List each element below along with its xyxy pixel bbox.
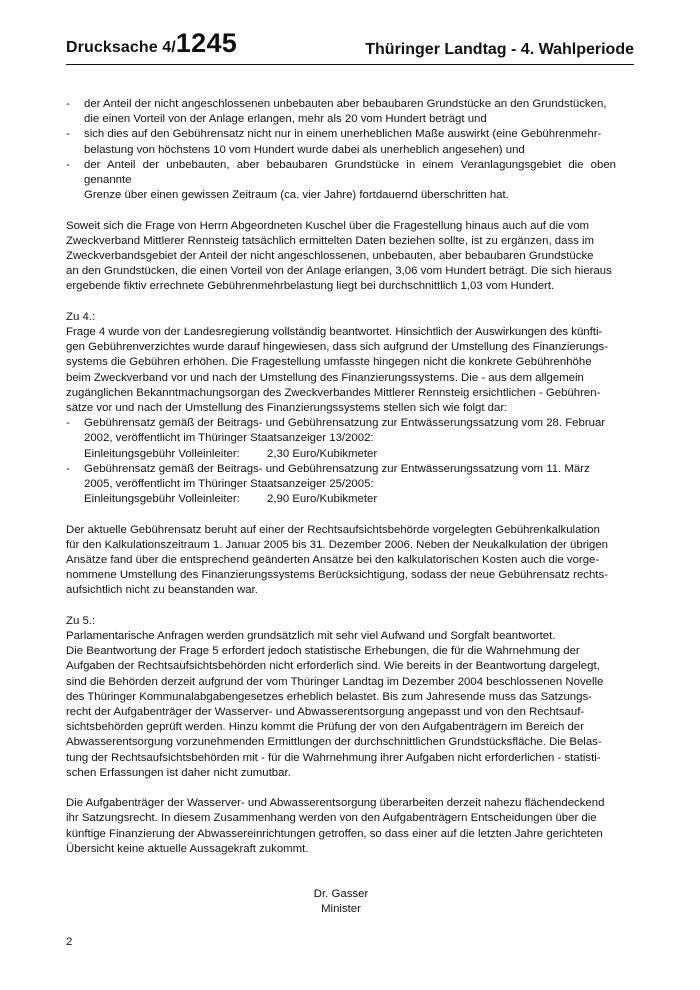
text-line: nommene Umstellung des Finanzierungssystems Berücksichtigung, sodass der neue Gebührensatz rechts-	[66, 569, 608, 582]
text-line: Aufgaben der Rechtsaufsichtsbehörden nicht erforderlich sind. Wie bereits in der Beantwortung dargelegt,	[66, 660, 600, 673]
paragraph-fee-calculation	[66, 523, 616, 599]
text-line: für den Kalkulationszeitraum 1. Januar 2005 bis 31. Dezember 2006. Neben der Neukalkulation der übrigen	[66, 538, 609, 551]
fee-item	[66, 416, 616, 462]
text-line: 2005, veröffentlicht im Thüringer Staatsanzeiger 25/2005:	[84, 478, 374, 491]
text-line: ihr Satzungsrecht. In diesem Zusammenhang werden von den Aufgabenträgern Entscheidungen über die	[66, 812, 597, 825]
paragraph-final	[66, 796, 616, 857]
text-line: Zweckverband Mittlerer Rennsteig tatsächlich ermittelten Daten beziehen sollte, ist zu ergänzen, dass im	[66, 234, 595, 247]
bullet-dash: -	[66, 98, 70, 110]
text-line: Frage 4 wurde von der Landesregierung vollständig beantwortet. Hinsichtlich der Auswirkungen des künfti-	[66, 326, 603, 339]
bullet-dash: -	[66, 128, 70, 141]
text-line: Gebührensatz gemäß der Beitrags- und Gebührensatzung zur Entwässerungssatzung vom 28. Februar	[84, 417, 606, 430]
page-number: 2	[66, 936, 73, 948]
text-line: Parlamentarische Anfragen werden grundsätzlich mit sehr viel Aufwand und Sorgfalt beantwortet.	[66, 630, 556, 643]
legislative-period: Thüringer Landtag - 4. Wahlperiode	[365, 41, 634, 58]
text-line: des Thüringer Kommunalabgabengesetzes erheblich belastet. Bis zum Jahresende muss das Satzungs-	[66, 690, 592, 703]
text-line: Abwasserentsorgung vorzunehmenden Ermittlungen der durchschnittlichen Grundstücksfläche. Die Belas-	[66, 736, 602, 749]
text-line: Ansätze fand über die entsprechend geänderten Ansätze bei den kalkulatorischen Kosten auch die vorge-	[66, 554, 600, 567]
text-line: künftige Finanzierung der Abwassereinrichtungen getroffen, so dass einer auf die letzten Jahre gerichteten	[66, 827, 603, 840]
text-line: aufsichtlich nicht zu beanstanden war.	[66, 584, 258, 597]
paragraph-zu5	[66, 629, 616, 781]
text-line: gen Gebührenverzichtes wurde darauf hingewiesen, dass sich aufgrund der Umstellung des Finanzierungs-	[66, 341, 608, 354]
document-body	[66, 97, 616, 917]
page-header	[66, 28, 634, 65]
bullet-dash: -	[66, 462, 70, 475]
text-line: Die Beantwortung der Frage 5 erfordert jedoch statistische Erhebungen, die für die Wahrnehmung der	[66, 645, 580, 658]
list-item	[66, 97, 616, 127]
text-line: Soweit sich die Frage von Herrn Abgeordneten Kuschel über die Fragestellung hinaus auch auf die vom	[66, 219, 590, 232]
text-line: sichtsbehörden geprüft werden. Hinzu kommt die Prüfung der von den Aufgabenträgern im Bereich der	[66, 721, 584, 734]
paragraph-kuschel	[66, 219, 616, 295]
list-item	[66, 127, 616, 157]
fee-list	[66, 416, 616, 507]
text-line: belastung von höchstens 10 vom Hundert wurde dabei als unerheblich angesehen) und	[84, 143, 525, 156]
text-line: Die Aufgabenträger der Wasserver- und Abwasserentsorgung überarbeiten derzeit nahezu flächendeckend	[66, 797, 605, 810]
fee-label: Einleitungsgebühr Volleinleiter:	[84, 447, 240, 460]
text-line: tung der Rechtsaufsichtsbehörden mit - für die Wahrnehmung ihrer Aufgaben nicht erforderlichen - statisti-	[66, 751, 601, 764]
text-line: Gebührensatz gemäß der Beitrags- und Gebührensatzung zur Entwässerungssatzung vom 11. März	[84, 462, 590, 475]
signature-block	[66, 887, 616, 917]
list-item	[66, 158, 616, 204]
text-line: der Anteil der nicht angeschlossenen unbebauten aber bebaubaren Grundstücke an den Grundstücken,	[84, 98, 607, 110]
bullet-dash: -	[66, 158, 70, 171]
document-label: Drucksache 4/	[66, 39, 176, 56]
text-line: zugänglichen Bekanntmachungsorgan des Zweckverbandes Mittlerer Rennsteig ersichtlichen - Gebühren-	[66, 386, 601, 399]
document-number-value: 1245	[175, 28, 238, 58]
text-line: schen Erfassungen ist daher nicht zumutbar.	[66, 766, 291, 779]
bullet-dash: -	[66, 417, 70, 430]
text-line: an den Grundstücken, die einen Vorteil von der Anlage erlangen, 3,06 vom Hundert beträgt. Die sich hieraus	[66, 265, 612, 278]
text-line: Grenze über einen gewissen Zeitraum (ca. vier Jahre) fortdauernd überschritten hat.	[84, 189, 509, 202]
text-line: sich dies auf den Gebührensatz nicht nur in einem unerheblichen Maße auswirkt (eine Gebührenmehr-	[84, 128, 602, 141]
text-line: sätze vor und nach der Umstellung des Finanzierungssystems stellen sich wie folgt dar:	[66, 402, 508, 415]
document-number	[66, 28, 237, 59]
text-line: Übersicht keine aktuelle Aussagekraft zukommt.	[66, 842, 309, 855]
text-line: die einen Vorteil von der Anlage erlangen, mehr als 20 vom Hundert beträgt und	[84, 113, 487, 126]
section-heading-zu5: Zu 5.:	[66, 614, 96, 627]
fee-value: 2,90 Euro/Kubikmeter	[267, 493, 378, 506]
fee-row	[84, 492, 616, 507]
text-line: beim Zweckverband vor und nach der Umstellung des Finanzierungssystems. Die - aus dem allgemein	[66, 371, 584, 384]
signatory-name: Dr. Gasser	[313, 888, 369, 901]
paragraph-zu4	[66, 325, 616, 416]
criteria-list	[66, 97, 616, 203]
text-line: systems die Gebühren erhöhen. Die Fragestellung umfasste hingegen nicht die konkrete Gebührenhöhe	[66, 356, 592, 369]
text-line: Zweckverbandsgebiet der Anteil der nicht angeschlossenen, unbebauten, aber bebaubaren Grundstücke	[66, 250, 594, 263]
text-line: ergebende fiktiv errechnete Gebührenmehrbelastung liegt bei durchschnittlich 1,03 vom Hundert.	[66, 280, 555, 293]
section-heading-zu4: Zu 4.:	[66, 310, 96, 323]
fee-value: 2,30 Euro/Kubikmeter	[267, 447, 378, 460]
text-line: Der aktuelle Gebührensatz beruht auf einer der Rechtsaufsichtsbehörde vorgelegten Gebührenkalkulation	[66, 523, 600, 536]
text-line: recht der Aufgabenträger der Wasserver- und Abwasserentsorgung angepasst und von den Rechtsauf-	[66, 706, 585, 719]
signatory-title: Minister	[321, 903, 361, 916]
text-line: 2002, veröffentlicht im Thüringer Staatsanzeiger 13/2002:	[84, 432, 374, 445]
text-line: sind die Behörden derzeit aufgrund der vom Thüringer Landtag im Dezember 2004 beschlossenen Novelle	[66, 675, 604, 688]
fee-row	[84, 447, 616, 462]
fee-label: Einleitungsgebühr Volleinleiter:	[84, 493, 240, 506]
text-line: der Anteil der unbebauten, aber bebaubaren Grundstücke in einem Veranlagungsgebiet die oben genannte	[84, 158, 616, 187]
fee-item	[66, 462, 616, 508]
